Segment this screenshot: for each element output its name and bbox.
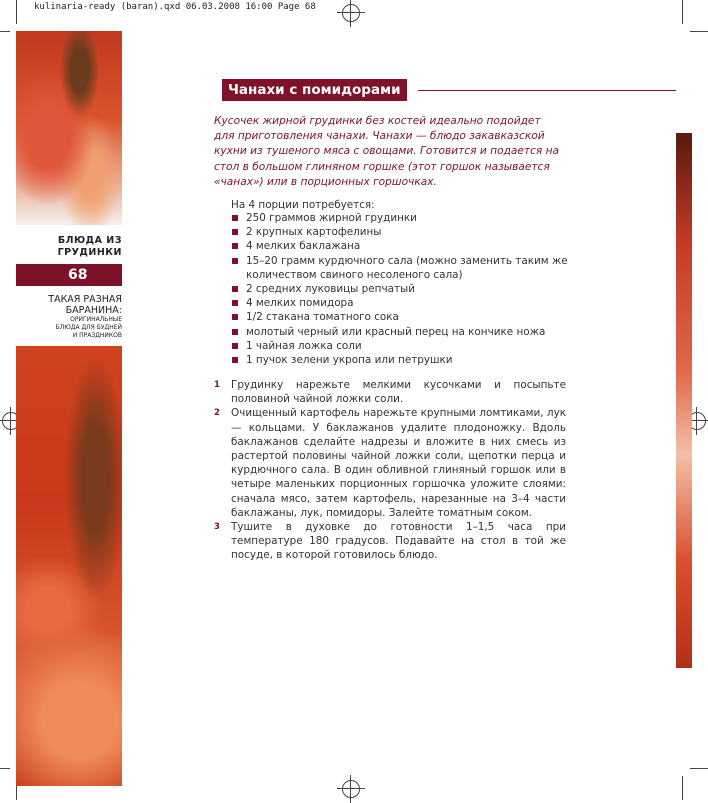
book-subtitle-line: И ПРАЗДНИКОВ bbox=[72, 332, 122, 339]
ingredient-text: 4 мелких баклажана bbox=[246, 240, 361, 253]
book-title bbox=[16, 294, 122, 340]
bullet-square-icon bbox=[232, 286, 238, 292]
section-label-line: БЛЮДА ИЗ bbox=[57, 235, 122, 246]
step-text: Очищенный картофель нарежьте крупными ломтиками, лук — кольцами. У баклажанов удалите плодоножку. Вдоль баклажанов сделайте надрезы и вложите в них смесь из растертой половины чайной ложки соли, щепотки перца и курдючного сала. В один обливной глиняный горшок или в четыре маленьких порционных горшочка уложите слоями: сначала мясо, затем картофель, нарезанные на 3–4 части баклажаны, лук, помидоры. Залейте томатным соком. bbox=[231, 407, 566, 519]
step-number: 1 bbox=[214, 380, 220, 390]
recipe-intro: Кусочек жирной грудинки без костей идеально подойдет для приготовления чанахи. Чанахи — блюдо закавказской кухни из тушеного мяса с овощами. Готовится и подается на стол в большом глиняном горшке (этот горшок называется «чанах») или в порционных горшочках. bbox=[214, 115, 560, 188]
crop-mark bbox=[690, 768, 708, 769]
registration-mark-icon bbox=[342, 780, 360, 798]
dish-photo-bottom bbox=[16, 346, 122, 786]
crop-mark bbox=[16, 0, 17, 24]
ingredient-item bbox=[231, 339, 571, 353]
step-number: 3 bbox=[214, 522, 220, 533]
ingredient-item bbox=[231, 310, 571, 324]
bullet-square-icon bbox=[232, 314, 238, 320]
ingredient-text: 250 граммов жирной грудинки bbox=[246, 212, 417, 224]
section-label-line: ГРУДИНКИ bbox=[57, 247, 122, 258]
section-label bbox=[16, 235, 122, 259]
ingredient-item bbox=[231, 325, 571, 339]
recipe-step bbox=[214, 406, 566, 520]
recipe-step bbox=[214, 520, 566, 563]
dish-photo-top bbox=[16, 31, 122, 225]
ingredient-text: 1/2 стакана томатного сока bbox=[246, 311, 399, 324]
bullet-square-icon bbox=[232, 357, 238, 363]
ingredient-text: 2 средних луковицы репчатый bbox=[246, 283, 415, 296]
title-rule bbox=[418, 90, 676, 91]
crop-mark bbox=[682, 776, 683, 800]
bullet-square-icon bbox=[232, 243, 238, 249]
bullet-square-icon bbox=[232, 258, 238, 264]
crop-mark bbox=[682, 0, 683, 24]
ingredient-item bbox=[231, 254, 571, 282]
bullet-square-icon bbox=[232, 215, 238, 221]
bullet-square-icon bbox=[232, 343, 238, 349]
ingredient-text: 4 мелких помидора bbox=[246, 297, 354, 310]
recipe-step bbox=[214, 378, 566, 406]
ingredient-text: 2 крупных картофелины bbox=[246, 226, 382, 239]
recipe-steps bbox=[214, 378, 566, 563]
ingredient-item bbox=[231, 353, 571, 367]
ingredient-item bbox=[231, 282, 571, 296]
bullet-square-icon bbox=[232, 229, 238, 235]
step-number: 2 bbox=[214, 408, 220, 419]
dish-photo-right-edge bbox=[676, 133, 692, 668]
step-text: Тушите в духовке до готовности 1–1,5 часа при температуре 180 градусов. Подавайте на стол в той же посуде, в которой готовилось блюдо. bbox=[231, 521, 566, 562]
book-title-line: ТАКАЯ РАЗНАЯ bbox=[48, 294, 122, 305]
recipe-title: Чанахи с помидорами bbox=[222, 79, 407, 101]
crop-mark bbox=[0, 31, 10, 32]
registration-mark-icon bbox=[342, 4, 360, 22]
book-title-line: БАРАНИНА: bbox=[65, 305, 122, 316]
crop-mark bbox=[0, 768, 10, 769]
bullet-square-icon bbox=[232, 329, 238, 335]
ingredient-item bbox=[231, 239, 571, 253]
bullet-square-icon bbox=[232, 300, 238, 306]
ingredient-text: 1 чайная ложка соли bbox=[246, 339, 362, 352]
ingredient-list bbox=[231, 211, 571, 367]
ingredient-text: 1 пучок зелени укропа или петрушки bbox=[246, 354, 453, 367]
ingredient-item bbox=[231, 225, 571, 239]
step-text: Грудинку нарежьте мелкими кусочками и посыпьте половиной чайной ложки соли. bbox=[231, 379, 566, 406]
ingredient-text: молотый черный или красный перец на кончике ножа bbox=[246, 325, 546, 338]
servings-line: На 4 порции потребуется: bbox=[231, 199, 375, 211]
ingredient-item bbox=[231, 296, 571, 310]
crop-mark bbox=[690, 31, 708, 32]
print-slug-header: kulinaria-ready (baran).qxd 06.03.2008 16:00 Page 68 bbox=[34, 2, 316, 12]
page-number: 68 bbox=[16, 264, 122, 286]
ingredient-text: 15–20 грамм курдючного сала (можно заменить таким же количеством свиного несоленого сала) bbox=[246, 254, 568, 281]
ingredient-item bbox=[231, 211, 571, 225]
book-subtitle-line: ОРИГИНАЛЬНЫЕ bbox=[70, 316, 122, 323]
book-subtitle-line: БЛЮДА ДЛЯ БУДНЕЙ bbox=[55, 324, 122, 331]
